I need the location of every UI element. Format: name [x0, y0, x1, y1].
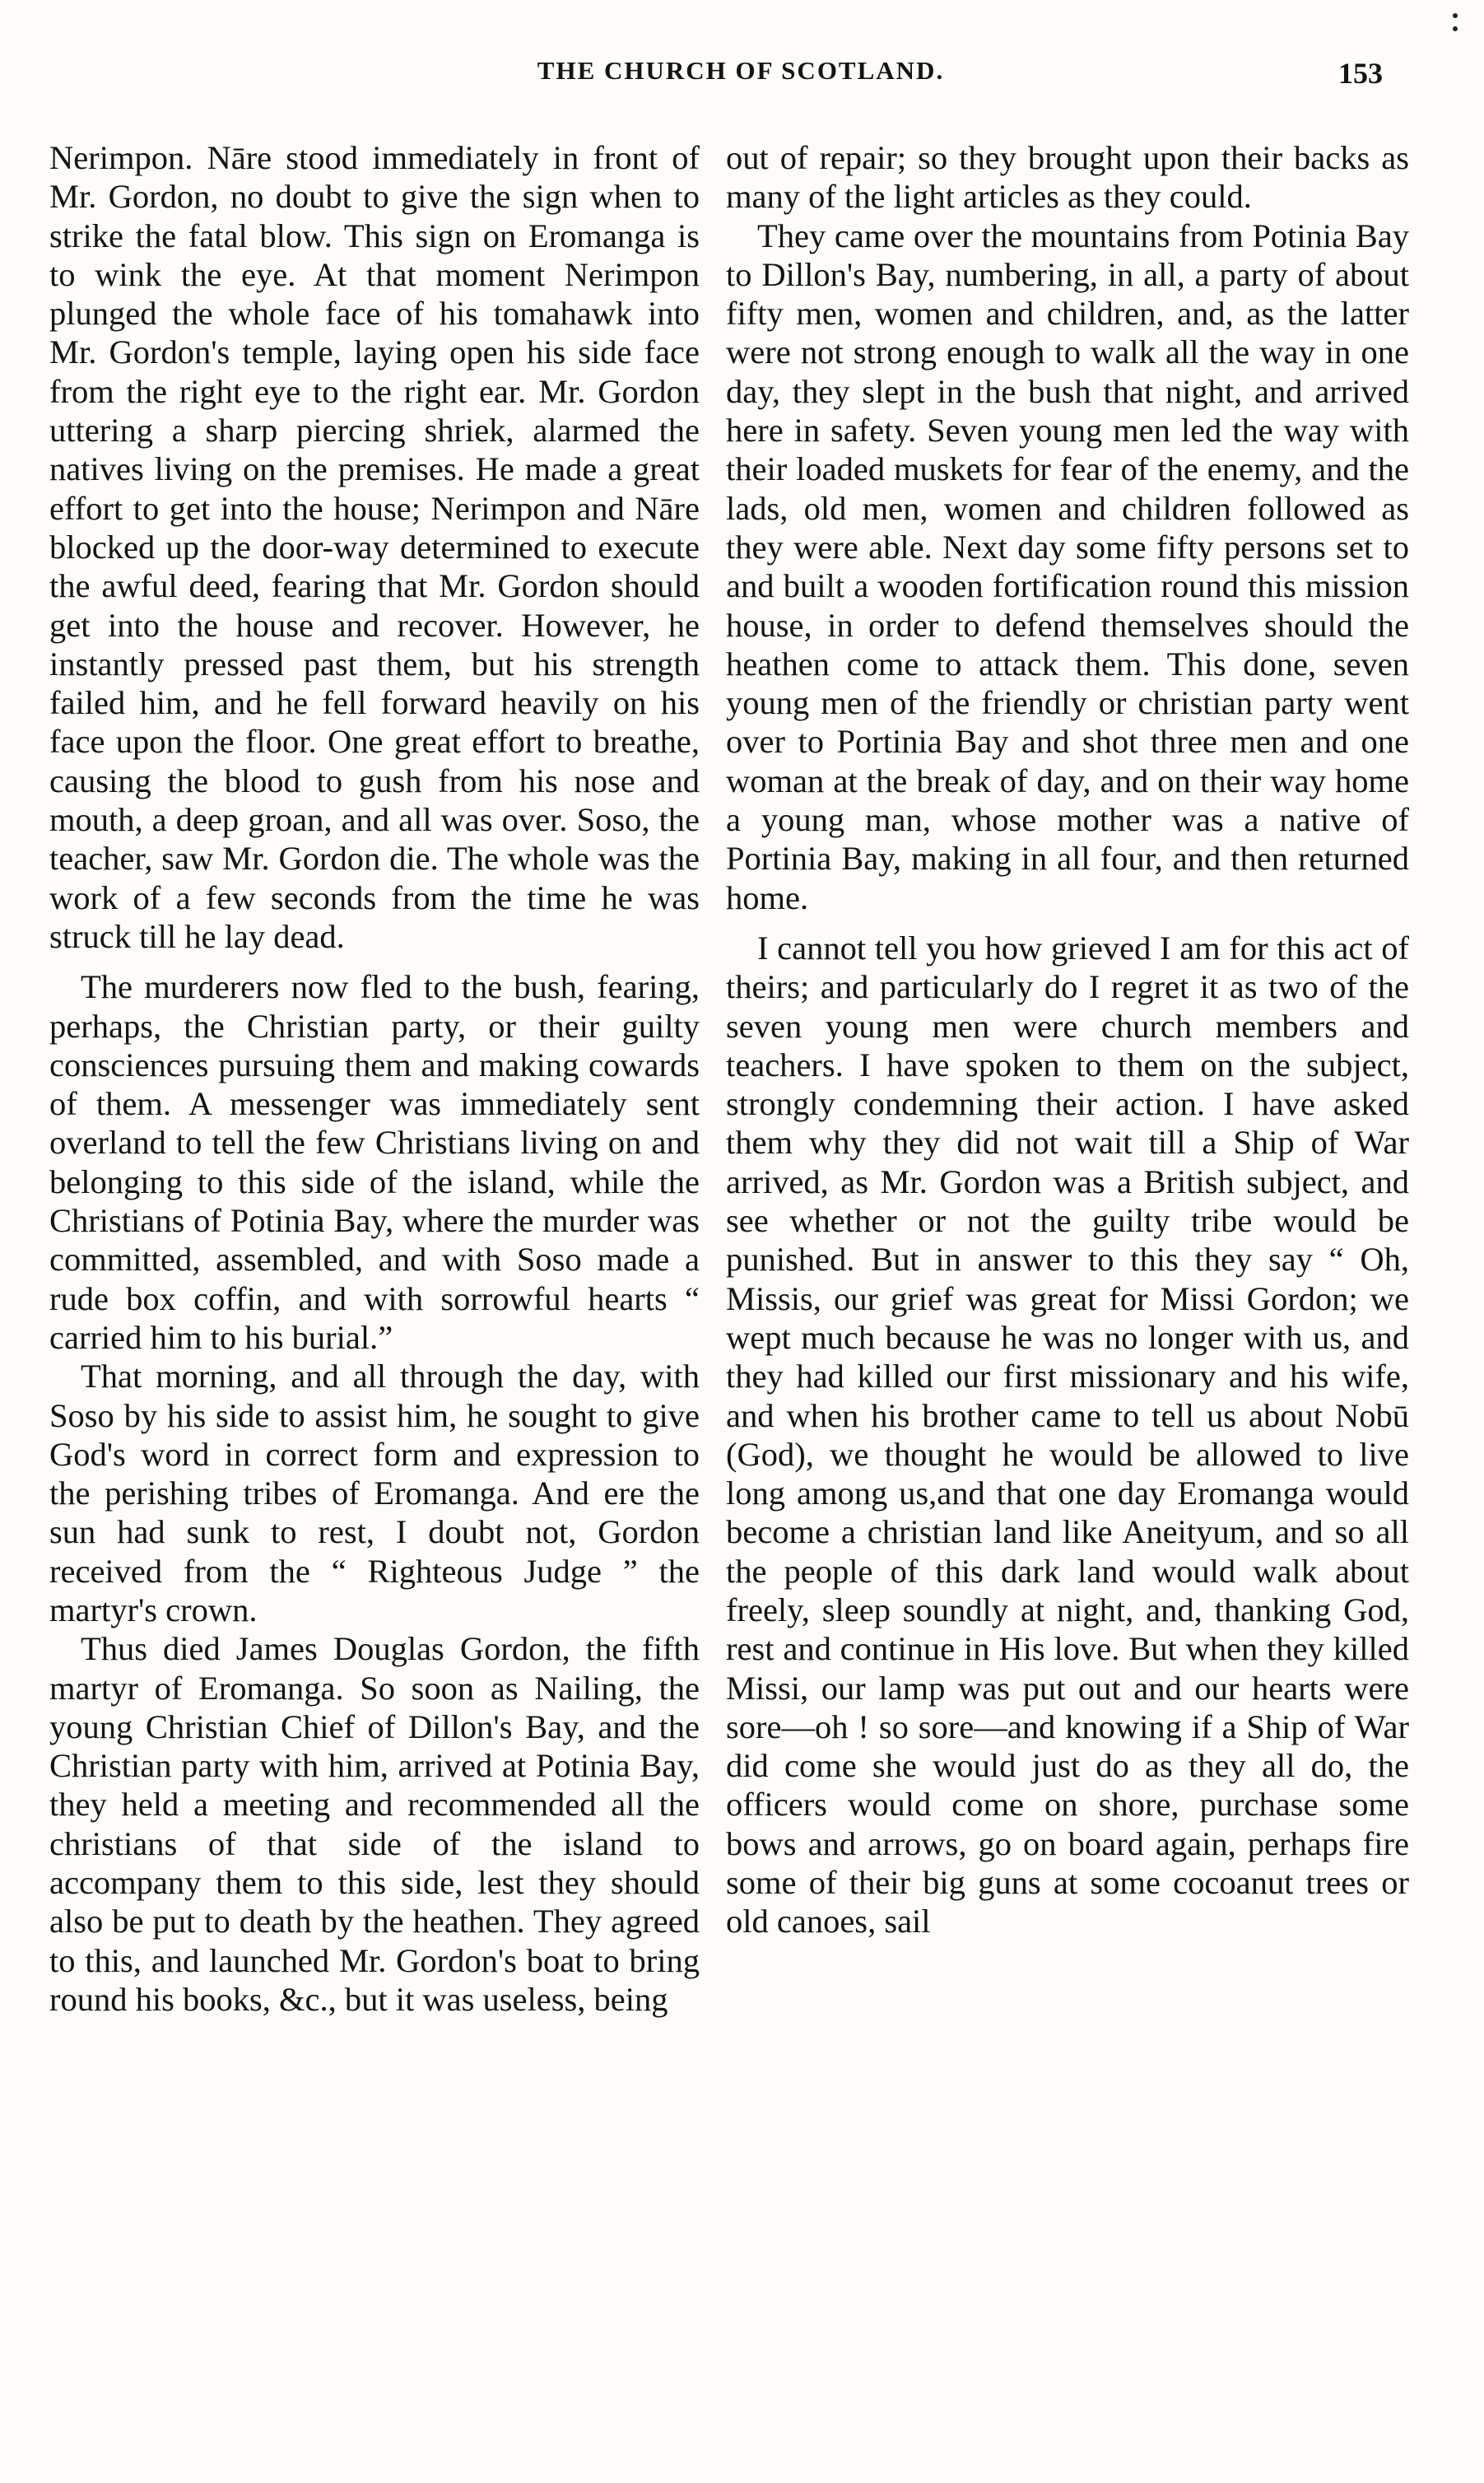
paragraph: That morning, and all through the day, with Soso by his side to assist him, he sought to give God's word in correct form and expression to the perishing tribes of Eromanga. And ere the sun had sunk to rest, I doubt not, Gordon received from the “ Righteous Judge ” the martyr's crown.	[49, 1358, 700, 1628]
paragraph: Nerimpon. Nāre stood immediately in front of Mr. Gordon, no doubt to give the sign when to strike the fatal blow. This sign on Eromanga is to wink the eye. At that moment Nerimpon plunged the whole face of his tomahawk into Mr. Gordon's temple, laying open his side face from the right eye to the right ear. Mr. Gordon uttering a sharp piercing shriek, alarmed the natives living on the premises. He made a great effort to get into the house; Nerimpon and Nāre blocked up the door-way determined to execute the awful deed, fearing that Mr. Gordon should get into the house and recover. However, he instantly pressed past them, but his strength failed him, and he fell forward heavily on his face upon the floor. One great effort to breathe, causing the blood to gush from his nose and mouth, a deep groan, and all was over. Soso, the teacher, saw Mr. Gordon die. The whole was the work of a few seconds from the time he was struck till he lay dead.	[49, 139, 700, 955]
page-number: 153	[1338, 57, 1383, 90]
paragraph: I cannot tell you how grieved I am for this act of theirs; and particularly do I regret it as two of the seven young men were church members and teachers. I have spoken to them on the subject, strongly condemning their action. I have asked them why they did not wait till a Ship of War arrived, as Mr. Gordon was a British subject, and see whether or not the guilty tribe would be punished. But in answer to this they say “ Oh, Missis, our grief was great for Missi Gordon; we wept much because he was no longer with us, and they had killed our first missionary and his wife, and when his brother came to tell us about Nobū (God), we thought he would be allowed to live long among us,and that one day Eromanga would become a christian land like Aneityum, and so all the people of this dark land would walk about freely, sleep soundly at night, and, thanking God, rest and continue in His love. But when they killed Missi, our lamp was put out and our hearts were sore—oh ! so sore—and knowing if a Ship of War did come she would just do as they all do, the officers would come on shore, purchase some bows and arrows, go on board again, perhaps fire some of their big guns at some cocoanut trees or old canoes, sail	[726, 929, 1409, 1940]
left-column	[49, 138, 700, 2019]
paragraph: They came over the mountains from Potinia Bay to Dillon's Bay, numbering, in all, a party of about fifty men, women and children, and, as the latter were not strong enough to walk all the way in one day, they slept in the bush that night, and arrived here in safety. Seven young men led the way with their loaded muskets for fear of the enemy, and the lads, old men, women and children followed as they were able. Next day some fifty persons set to and built a wooden fortification round this mission house, in order to defend themselves should the heathen come to attack them. This done, seven young men of the friendly or christian party went over to Portinia Bay and shot three men and one woman at the break of day, and on their way home a young man, whose mother was a native of Portinia Bay, making in all four, and then returned home.	[726, 217, 1409, 916]
running-header	[99, 56, 1383, 97]
paragraph: out of repair; so they brought upon their backs as many of the light articles as they could.	[726, 139, 1409, 216]
paragraph: Thus died James Douglas Gordon, the fifth martyr of Eromanga. So soon as Nailing, the young Christian Chief of Dillon's Bay, and the Christian party with him, arrived at Potinia Bay, they held a meeting and recommended all the christians of that side of the island to accompany them to this side, lest they should also be put to death by the heathen. They agreed to this, and launched Mr. Gordon's boat to bring round his books, &c., but it was useless, being	[49, 1630, 700, 2018]
paragraph: The murderers now fled to the bush, fearing, perhaps, the Christian party, or their guilty consciences pursuing them and making cowards of them. A messenger was immediately sent overland to tell the few Christians living on and belonging to this side of the island, while the Christians of Potinia Bay, where the murder was committed, assembled, and with Soso made a rude box coffin, and with sorrowful hearts “ carried him to his burial.”	[49, 968, 700, 1356]
margin-ink-dots	[1453, 13, 1459, 36]
running-title: THE CHURCH OF SCOTLAND.	[537, 56, 945, 85]
right-column	[726, 138, 1409, 1941]
